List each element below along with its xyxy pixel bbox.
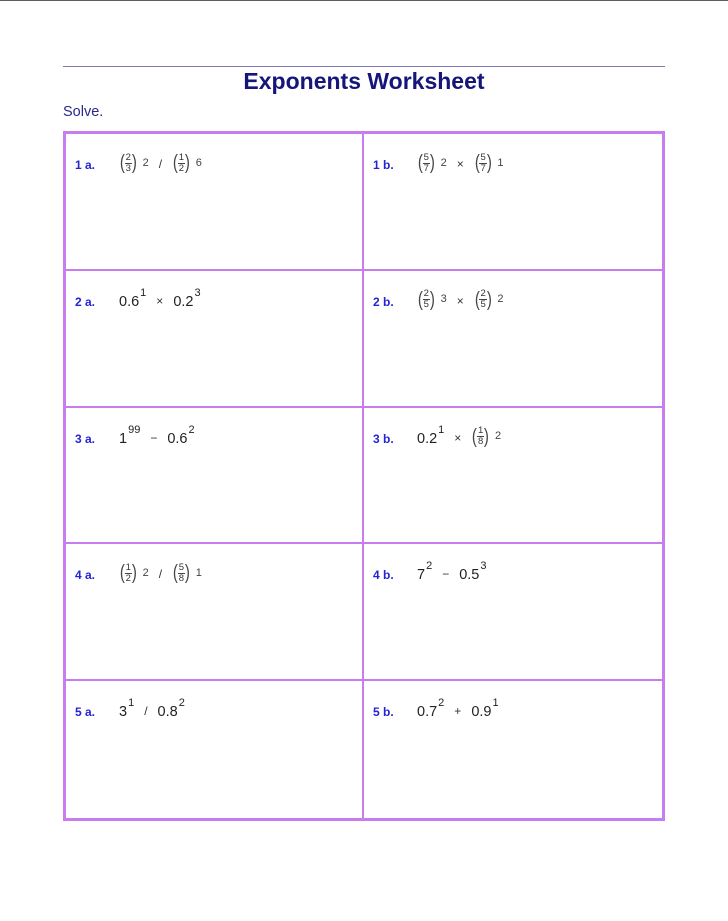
- right-paren: ): [131, 562, 137, 585]
- power-term: [119, 696, 134, 720]
- exponent: 2: [142, 156, 149, 169]
- power-term: [119, 286, 146, 310]
- problem-label: 1 a.: [75, 158, 96, 172]
- denominator: 5: [423, 299, 429, 311]
- operator: +: [454, 704, 462, 719]
- problem-expression: [417, 693, 499, 723]
- problem-label: 5 a.: [75, 705, 96, 720]
- power-term: [417, 423, 444, 447]
- fraction: [479, 289, 486, 310]
- exponent: 2: [438, 697, 445, 710]
- exponent: 1: [497, 156, 504, 169]
- problem-cell: [364, 134, 662, 271]
- right-paren: ): [486, 152, 492, 174]
- right-paren: ): [484, 425, 490, 448]
- base: 0.7: [417, 704, 438, 721]
- denominator: 7: [480, 162, 486, 174]
- problem-cell: [66, 681, 364, 818]
- problem-cell: [364, 544, 662, 681]
- base: 0.9: [471, 704, 492, 721]
- numerator: 1: [477, 425, 484, 437]
- power-term: [119, 423, 140, 447]
- operator: −: [442, 567, 450, 582]
- numerator: 5: [178, 561, 185, 573]
- problem-grid: [63, 131, 665, 821]
- numerator: 5: [480, 151, 486, 163]
- power-term: [173, 286, 200, 310]
- base: 0.6: [119, 293, 140, 310]
- fraction-term: [474, 151, 504, 175]
- problem-label: 2 b.: [373, 294, 394, 309]
- problem-expression: [119, 693, 185, 723]
- problem-cell: [66, 134, 364, 271]
- exponent: 1: [128, 697, 135, 710]
- left-paren: (: [417, 288, 423, 311]
- exponent: 2: [497, 293, 504, 306]
- denominator: 2: [178, 162, 185, 174]
- problem-cell: [66, 271, 364, 408]
- exponent: 2: [142, 566, 149, 579]
- denominator: 5: [480, 299, 486, 311]
- operator: /: [144, 704, 148, 719]
- problem-cell: [364, 681, 662, 818]
- denominator: 8: [477, 436, 484, 448]
- operator: −: [150, 430, 158, 445]
- fraction-term: [417, 288, 447, 312]
- problem-label: 3 a.: [75, 431, 96, 446]
- operator: ×: [156, 293, 164, 308]
- problem-cell: [364, 408, 662, 545]
- problem-label: 5 b.: [373, 705, 394, 720]
- left-paren: (: [172, 152, 178, 174]
- left-paren: (: [472, 425, 478, 448]
- exponent: 3: [194, 286, 201, 299]
- exponent: 2: [178, 697, 185, 710]
- exponent: 1: [438, 423, 445, 436]
- problem-cell: [66, 408, 364, 545]
- problem-cell: [364, 271, 662, 408]
- operator: ×: [456, 157, 464, 171]
- problem-expression: [417, 283, 504, 313]
- left-paren: (: [417, 152, 423, 174]
- base: 0.6: [167, 430, 188, 447]
- base: 0.2: [173, 293, 194, 310]
- exponent: 2: [188, 423, 195, 436]
- right-paren: ): [184, 152, 190, 174]
- exponent: 1: [140, 286, 147, 299]
- fraction-term: [119, 561, 149, 585]
- base: 0.2: [417, 430, 438, 447]
- problem-cell: [66, 544, 364, 681]
- base: 0.5: [459, 567, 480, 584]
- problem-label: 3 b.: [373, 431, 394, 446]
- left-paren: (: [474, 152, 480, 174]
- exponent: 1: [195, 566, 202, 579]
- problem-expression: [119, 556, 202, 586]
- operator: ×: [454, 430, 462, 445]
- numerator: 1: [178, 151, 185, 163]
- exponent: 2: [494, 430, 502, 443]
- numerator: 5: [423, 151, 429, 163]
- base: 7: [417, 567, 426, 584]
- problem-expression: [119, 420, 195, 450]
- operator: ×: [456, 293, 464, 308]
- exponent: 3: [480, 560, 487, 573]
- operator: /: [158, 567, 163, 582]
- denominator: 8: [178, 572, 185, 584]
- fraction-term: [172, 561, 202, 585]
- problem-label: 4 a.: [75, 568, 96, 583]
- left-paren: (: [474, 288, 480, 311]
- power-term: [167, 423, 194, 447]
- right-paren: ): [429, 288, 435, 311]
- base: 0.8: [157, 704, 178, 721]
- base: 3: [119, 704, 128, 721]
- left-paren: (: [119, 562, 125, 585]
- power-term: [158, 696, 185, 720]
- problem-label: 1 b.: [373, 158, 394, 172]
- problem-expression: [417, 420, 501, 450]
- left-paren: (: [119, 152, 125, 174]
- left-paren: (: [172, 562, 178, 585]
- problem-expression: [119, 146, 202, 176]
- exponent: 99: [128, 423, 141, 436]
- problem-expression: [417, 146, 504, 176]
- power-term: [459, 559, 486, 583]
- exponent: 1: [492, 697, 499, 710]
- right-paren: ): [184, 562, 190, 585]
- right-paren: ): [131, 152, 137, 174]
- numerator: 2: [480, 288, 486, 300]
- base: 1: [119, 430, 128, 447]
- fraction-term: [417, 151, 447, 175]
- power-term: [417, 696, 444, 720]
- fraction: [479, 153, 486, 174]
- right-paren: ): [429, 152, 435, 174]
- instructions: Solve.: [63, 104, 104, 120]
- denominator: 3: [125, 162, 131, 174]
- problem-label: 2 a.: [75, 294, 96, 309]
- right-paren: ): [486, 288, 492, 311]
- numerator: 2: [423, 288, 429, 300]
- exponent: 2: [426, 560, 433, 573]
- problem-label: 4 b.: [373, 568, 394, 583]
- denominator: 2: [125, 572, 131, 584]
- fraction-term: [119, 151, 149, 175]
- power-term: [417, 559, 432, 583]
- problem-expression: [417, 556, 487, 586]
- exponent: 3: [440, 293, 447, 306]
- numerator: 2: [125, 151, 131, 163]
- power-term: [471, 696, 498, 720]
- problem-expression: [119, 283, 201, 313]
- exponent: 2: [440, 156, 447, 169]
- fraction-term: [474, 288, 504, 312]
- page-title: Exponents Worksheet: [243, 68, 485, 94]
- denominator: 7: [423, 162, 429, 174]
- numerator: 1: [125, 561, 131, 573]
- operator: /: [158, 157, 163, 171]
- fraction-term: [172, 151, 202, 175]
- exponent: 6: [195, 156, 202, 169]
- fraction-term: [471, 425, 501, 449]
